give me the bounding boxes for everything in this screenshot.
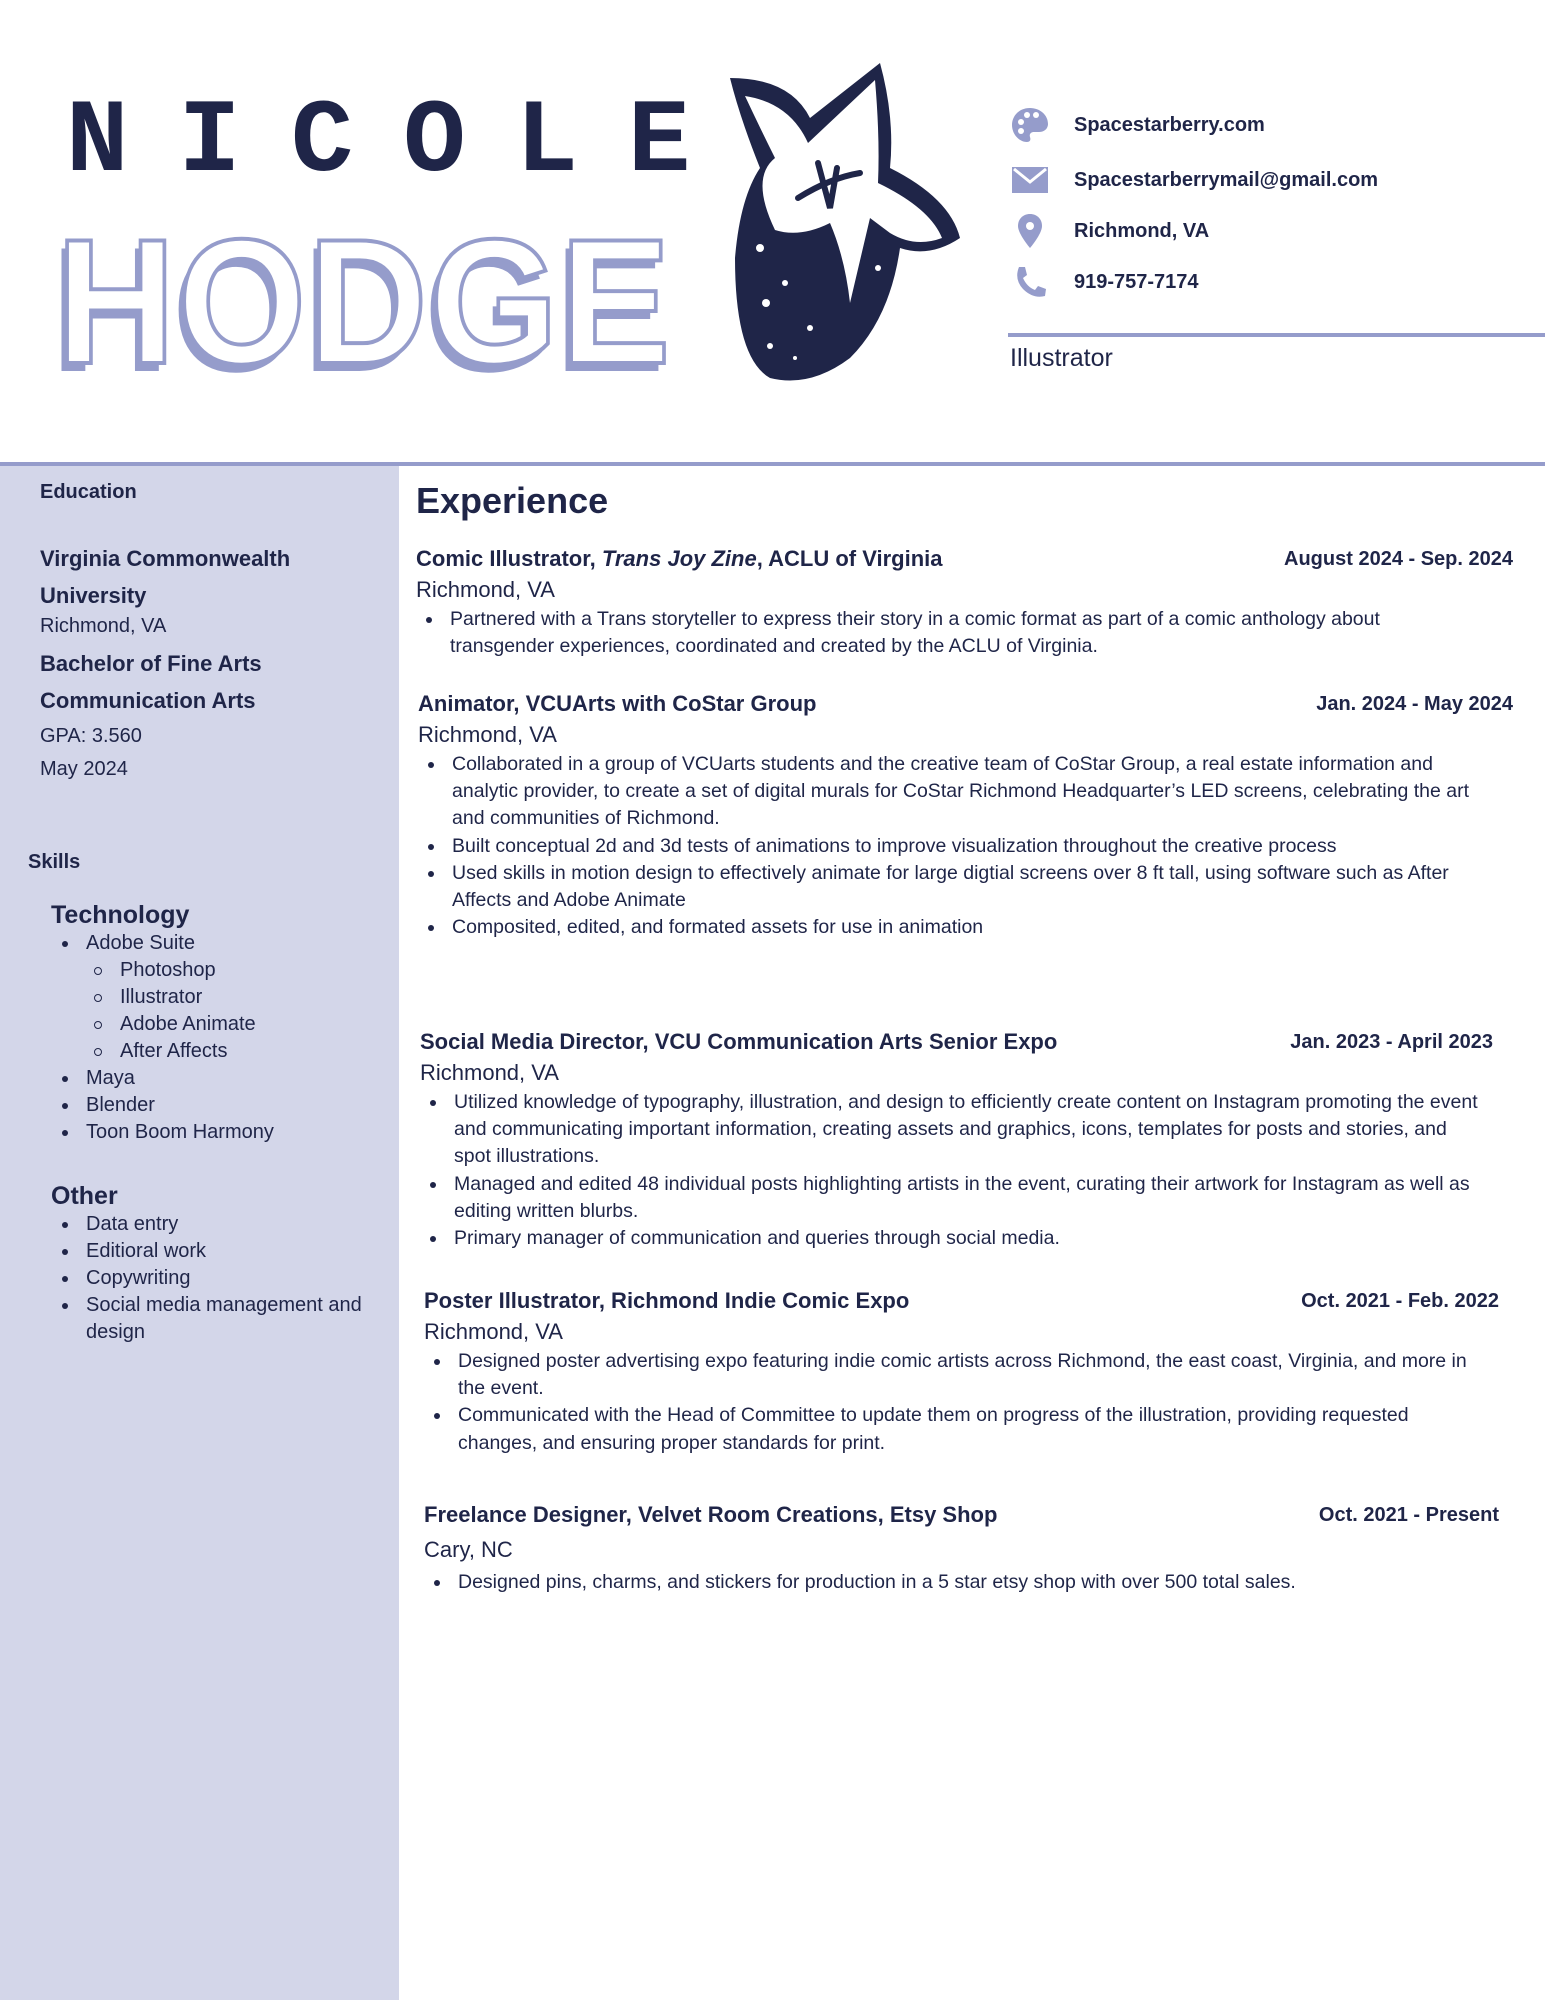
contact-email[interactable] [1010,162,1378,198]
job-location: Richmond, VA [416,577,555,602]
degree [40,645,262,719]
skill-subitem: Illustrator [52,984,274,1011]
job-entry [424,1500,1499,1596]
contact-text: Richmond, VA [1074,219,1210,242]
skill-item: Editioral work [52,1238,382,1265]
job-title [416,544,943,574]
job-bullet: Primary manager of communication and queries through social media. [420,1225,1480,1252]
contact-text: Spacestarberrymail@gmail.com [1074,168,1379,191]
degree-name: Bachelor of Fine Arts [40,651,262,676]
job-bullet: Collaborated in a group of VCUarts students and the creative team of CoStar Group, a real estate information and analytic provider, to create a set of digital murals for CoStar Richmond Headquarter’s LED screens, celebrating the art and communities of Richmond. [418,751,1503,833]
job-bullet: Managed and edited 48 individual posts highlighting artists in the event, curating their artwork for Instagram as well as editing written blurbs. [420,1171,1480,1225]
skill-subitem: After Affects [52,1038,274,1065]
job-title: Poster Illustrator, Richmond Indie Comic Expo [424,1288,910,1313]
contact-location [1010,213,1209,249]
job-title: Animator, VCUArts with CoStar Group [418,691,817,716]
contact-text: 919-757-7174 [1074,270,1199,293]
job-bullet: Utilized knowledge of typography, illustration, and design to efficiently create content on Instagram promoting the event and communicating important information, creating assets and graphics, icons, templates for posts and stories, and spot illustrations. [420,1089,1480,1171]
skill-item: Adobe Suite [52,930,274,957]
job-bullet: Designed pins, charms, and stickers for production in a 5 star etsy shop with over 500 total sales. [424,1569,1484,1596]
skill-item: Copywriting [52,1265,382,1292]
job-bullet: Built conceptual 2d and 3d tests of animations to improve visualization throughout the creative process [418,833,1503,860]
job-date: August 2024 - Sep. 2024 [1284,548,1513,570]
job-date: Jan. 2024 - May 2024 [1316,693,1513,715]
job-title-part: Comic Illustrator, [416,546,602,571]
school-line: Virginia Commonwealth [40,546,291,571]
job-date: Jan. 2023 - April 2023 [1290,1031,1493,1053]
job-role: Illustrator [1010,344,1113,372]
contact-phone[interactable] [1010,264,1199,300]
technology-list [52,930,274,1146]
job-bullet: Used skills in motion design to effectively animate for large digtial screens over 8 ft tall, using software such as After Affects and Adobe Animate [418,860,1503,914]
school-name [40,540,290,614]
technology-heading: Technology [51,901,190,929]
skills-heading: Skills [28,851,81,873]
experience-heading: Experience [416,480,609,521]
divider [1008,333,1545,337]
skill-item: Toon Boom Harmony [52,1119,274,1146]
major: Communication Arts [40,688,256,713]
job-location: Richmond, VA [424,1319,563,1344]
job-date: Oct. 2021 - Feb. 2022 [1301,1290,1499,1312]
skill-item: Maya [52,1065,274,1092]
location-pin-icon [1010,213,1050,249]
job-location: Richmond, VA [418,722,557,747]
job-entry [424,1286,1499,1457]
job-entry [416,544,1513,660]
graduation-date: May 2024 [40,758,128,780]
school-line: University [40,583,147,608]
job-location: Richmond, VA [420,1060,559,1085]
job-location: Cary, NC [424,1537,513,1562]
skill-subitem: Photoshop [52,957,274,984]
palette-icon [1010,107,1050,143]
job-entry [420,1027,1493,1252]
last-name: HODGE [56,202,673,401]
education-heading: Education [40,481,137,503]
job-title-part: , ACLU of Virginia [756,546,943,571]
mail-icon [1010,162,1050,198]
skill-subitem: Adobe Animate [52,1011,274,1038]
skill-item: Data entry [52,1211,382,1238]
job-entry [418,689,1513,941]
education-details [40,720,142,786]
publication-name: Trans Joy Zine [601,546,757,571]
contact-text: Spacestarberry.com [1074,113,1265,136]
skill-item: Social media management and design [52,1292,382,1346]
job-title: Social Media Director, VCU Communication Arts Senior Expo [420,1029,1058,1054]
gpa: GPA: 3.560 [40,725,142,747]
other-heading: Other [51,1182,118,1210]
job-title: Freelance Designer, Velvet Room Creations, Etsy Shop [424,1502,998,1527]
job-bullet: Composited, edited, and formated assets for use in animation [418,914,1503,941]
phone-icon [1010,264,1050,300]
job-bullet: Partnered with a Trans storyteller to express their story in a comic format as part of a comic anthology about transgender experiences, coordinated and created by the ACLU of Virginia. [416,606,1416,660]
school-location: Richmond, VA [40,615,167,637]
job-date: Oct. 2021 - Present [1318,1504,1499,1526]
job-bullet: Designed poster advertising expo featuring indie comic artists across Richmond, the east coast, Virginia, and more in the event. [424,1348,1484,1402]
strawberry-star-logo [690,58,970,388]
job-bullet: Communicated with the Head of Committee to update them on progress of the illustration, providing requested changes, and ensuring proper standards for print. [424,1402,1484,1456]
skill-item: Blender [52,1092,274,1119]
contact-website[interactable] [1010,107,1265,143]
first-name: NICOLE [66,84,741,202]
other-list [52,1211,382,1346]
